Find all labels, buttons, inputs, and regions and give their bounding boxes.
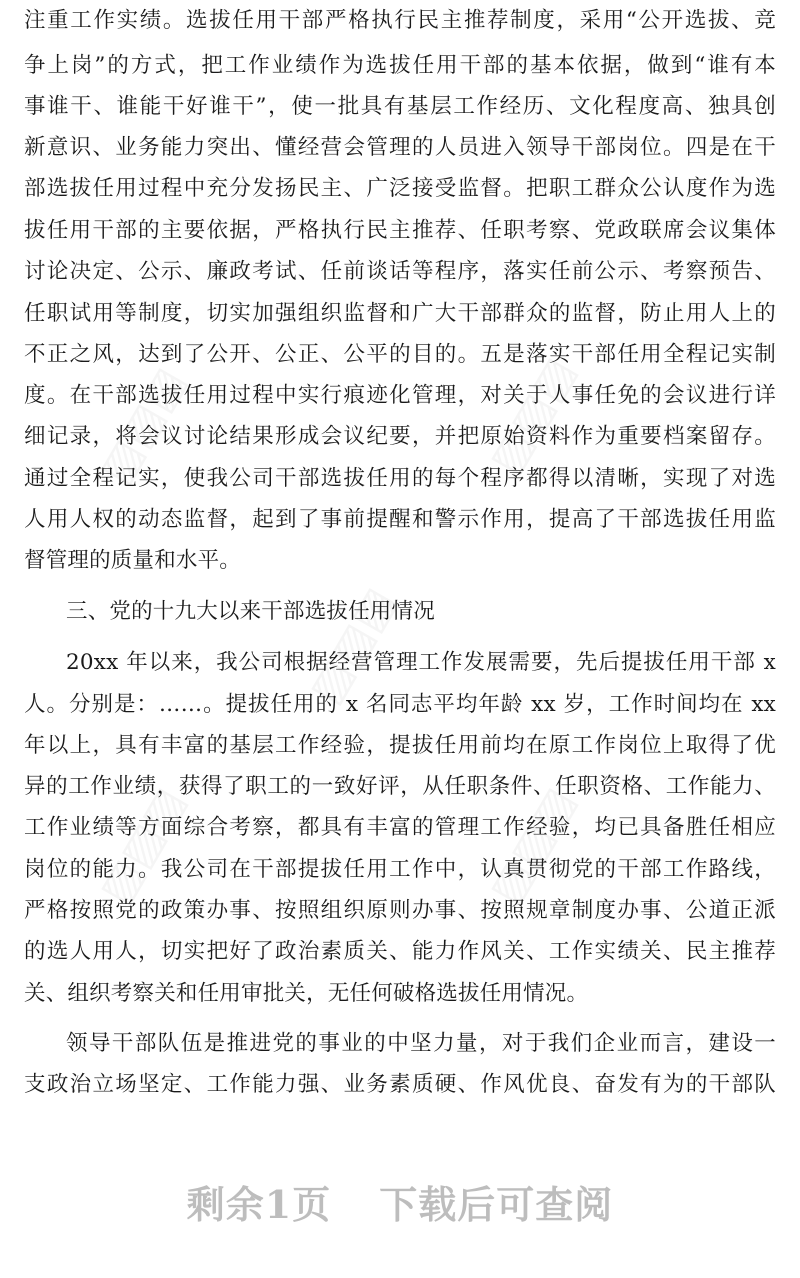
text-line: 人用人权的动态监督，起到了事前提醒和警示作用，提高了干部选拔任用监 [24,507,776,532]
watermark: ▨▨▨ [479,778,586,913]
remaining-pages-text: 剩余1页 [186,1181,332,1227]
text-line: 细记录，将会议讨论结果形成会议纪要，并把原始资料作为重要档案留存。 [24,424,776,449]
text-line: 人。分别是：……。提拔任用的 x 名同志平均年龄 xx 岁，工作时间均在 xx [24,692,776,717]
watermark: ▨▨▨ [89,778,196,913]
text-line: 领导干部队伍是推进党的事业的中坚力量，对于我们企业而言，建设一 [66,1031,776,1056]
text-line: 异的工作业绩，获得了职工的一致好评，从任职条件、任职资格、工作能力、 [24,774,776,799]
text-line: 任职试用等制度，切实加强组织监督和广大干部群众的监督，防止用人上的 [24,301,776,326]
watermark: ▨▨▨ [479,348,586,483]
text-line: 讨论决定、公示、廉政考试、任前谈话等程序，落实任前公示、考察预告、 [24,259,776,284]
text-line: 督管理的质量和水平。 [24,548,242,573]
section-heading: 三、党的十九大以来干部选拔任用情况 [66,599,435,624]
text-line: 严格按照党的政策办事、按照组织原则办事、按照规章制度办事、公道正派 [24,898,776,923]
text-line: 度。在干部选拔任用过程中实行痕迹化管理，对关于人事任免的会议进行详 [24,383,776,408]
text-line: 拔任用干部的主要依据，严格执行民主推荐、任职考察、党政联席会议集体 [24,218,776,243]
text-line: 新意识、业务能力突出、懂经营会管理的人员进入领导干部岗位。四是在干 [24,135,776,160]
watermark: ▨▨▨ [299,578,406,713]
text-line: 年以上，具有丰富的基层工作经验，提拔任用前均在原工作岗位上取得了优 [24,733,776,758]
text-line: 事谁干、谁能干好谁干”，使一批具有基层工作经历、文化程度高、独具创 [24,94,776,119]
download-hint-text: 下载后可查阅 [379,1181,614,1227]
text-line: 支政治立场坚定、工作能力强、业务素质硬、作风优良、奋发有为的干部队 [24,1072,776,1097]
text-line: 工作业绩等方面综合考察，都具有丰富的管理工作经验，均已具备胜任相应 [24,815,776,840]
text-line: 通过全程记实，使我公司干部选拔任用的每个程序都得以清晰，实现了对选 [24,466,776,491]
text-line: 20xx 年以来，我公司根据经营管理工作发展需要，先后提拔任用干部 x [66,650,776,675]
watermark: ▨▨▨ [89,358,196,493]
text-line: 关、组织考察关和任用审批关，无任何破格选拔任用情况。 [24,981,589,1006]
text-line: 的选人用人，切实把好了政治素质关、能力作风关、工作实绩关、民主推荐 [24,939,776,964]
remaining-pages-banner[interactable] [0,1168,800,1234]
text-line: 注重工作实绩。选拔任用干部严格执行民主推荐制度，采用“公开选拔、竞 [24,8,776,33]
text-line: 岗位的能力。我公司在干部提拔任用工作中，认真贯彻党的干部工作路线， [24,857,776,882]
text-line: 部选拔任用过程中充分发扬民主、广泛接受监督。把职工群众公认度作为选 [24,176,776,201]
text-line: 不正之风，达到了公开、公正、公平的目的。五是落实干部任用全程记实制 [24,342,776,367]
text-line: 争上岗”的方式，把工作业绩作为选拔任用干部的基本依据，做到“谁有本 [24,53,776,78]
